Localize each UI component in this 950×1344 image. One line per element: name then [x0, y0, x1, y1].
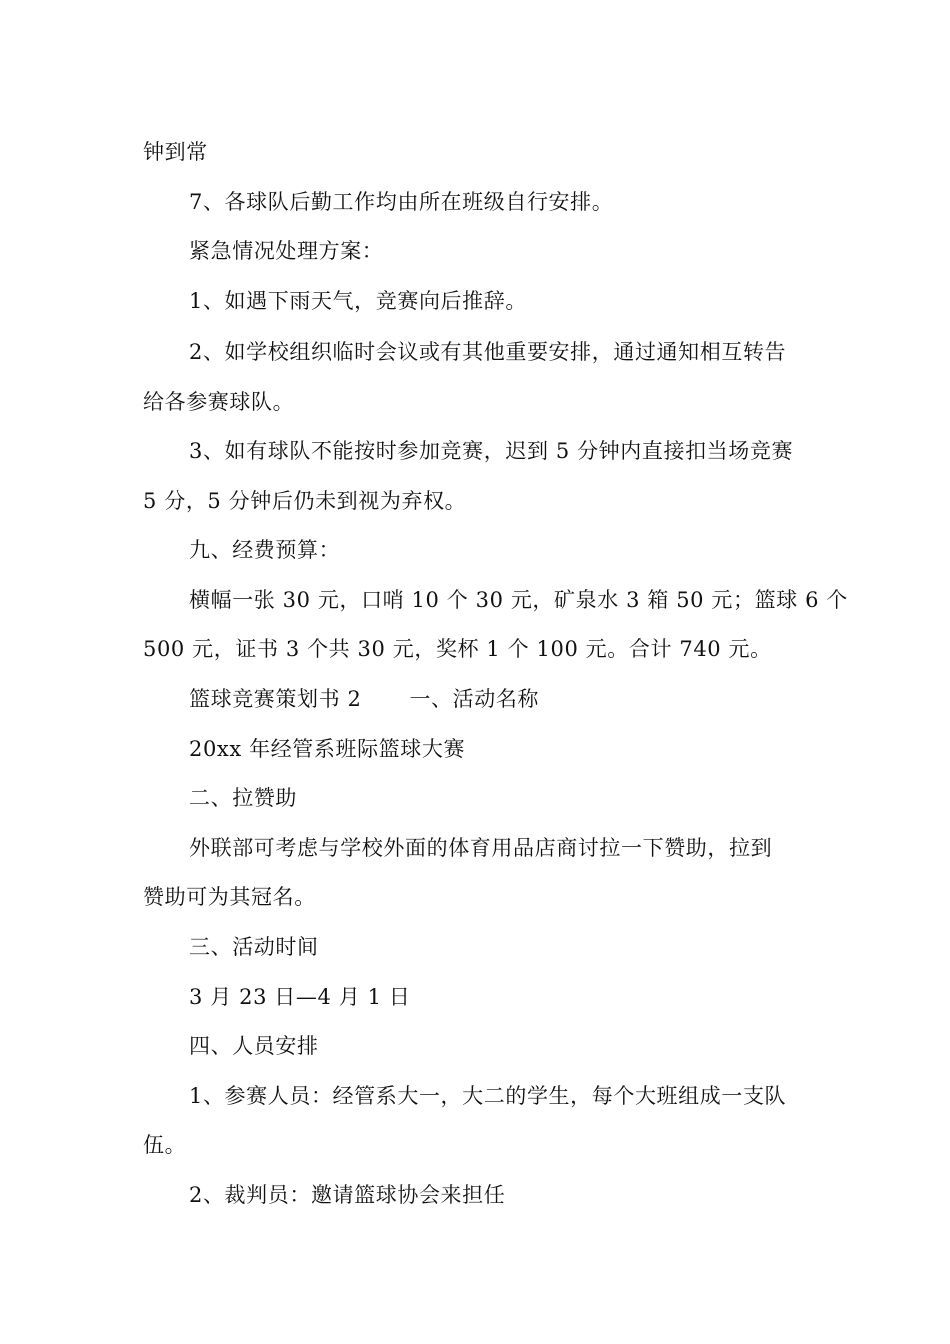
paragraph-line: 1、参赛人员：经管系大一，大二的学生，每个大班组成一支队 [189, 1084, 787, 1108]
document-title-line [189, 684, 859, 714]
document-title: 篮球竞赛策划书 2 [189, 687, 362, 711]
paragraph-line: 横幅一张 30 元，口哨 10 个 30 元，矿泉水 3 箱 50 元；篮球 6 个 [189, 588, 848, 612]
section-heading: 九、经费预算： [189, 538, 341, 562]
section-heading: 一、活动名称 [409, 687, 540, 711]
paragraph-line: 5 分，5 分钟后仍未到视为弃权。 [143, 489, 467, 513]
paragraph-line: 外联部可考虑与学校外面的体育用品店商讨拉一下赞助，拉到 [189, 836, 773, 860]
paragraph-line: 1、如遇下雨天气，竞赛向后推辞。 [189, 289, 527, 313]
paragraph-line: 2、如学校组织临时会议或有其他重要安排，通过通知相互转告 [189, 340, 787, 364]
paragraph-line: 20xx 年经管系班际篮球大赛 [189, 737, 466, 761]
paragraph-line: 钟到常 [143, 140, 208, 164]
paragraph-line: 赞助可为其冠名。 [143, 885, 316, 909]
section-heading: 四、人员安排 [189, 1034, 319, 1058]
paragraph-line: 给各参赛球队。 [143, 390, 295, 414]
paragraph-line: 3、如有球队不能按时参加竞赛，迟到 5 分钟内直接扣当场竞赛 [189, 439, 794, 463]
paragraph-line: 500 元，证书 3 个共 30 元，奖杯 1 个 100 元。合计 740 元。 [143, 637, 772, 661]
section-heading: 二、拉赞助 [189, 786, 297, 810]
paragraph-line: 2、裁判员：邀请篮球协会来担任 [189, 1183, 506, 1207]
paragraph-line: 7、各球队后勤工作均由所在班级自行安排。 [189, 190, 614, 214]
paragraph-line: 3 月 23 日—4 月 1 日 [189, 985, 411, 1009]
paragraph-line: 伍。 [143, 1133, 187, 1157]
section-heading: 紧急情况处理方案： [189, 239, 384, 263]
section-heading: 三、活动时间 [189, 935, 319, 959]
